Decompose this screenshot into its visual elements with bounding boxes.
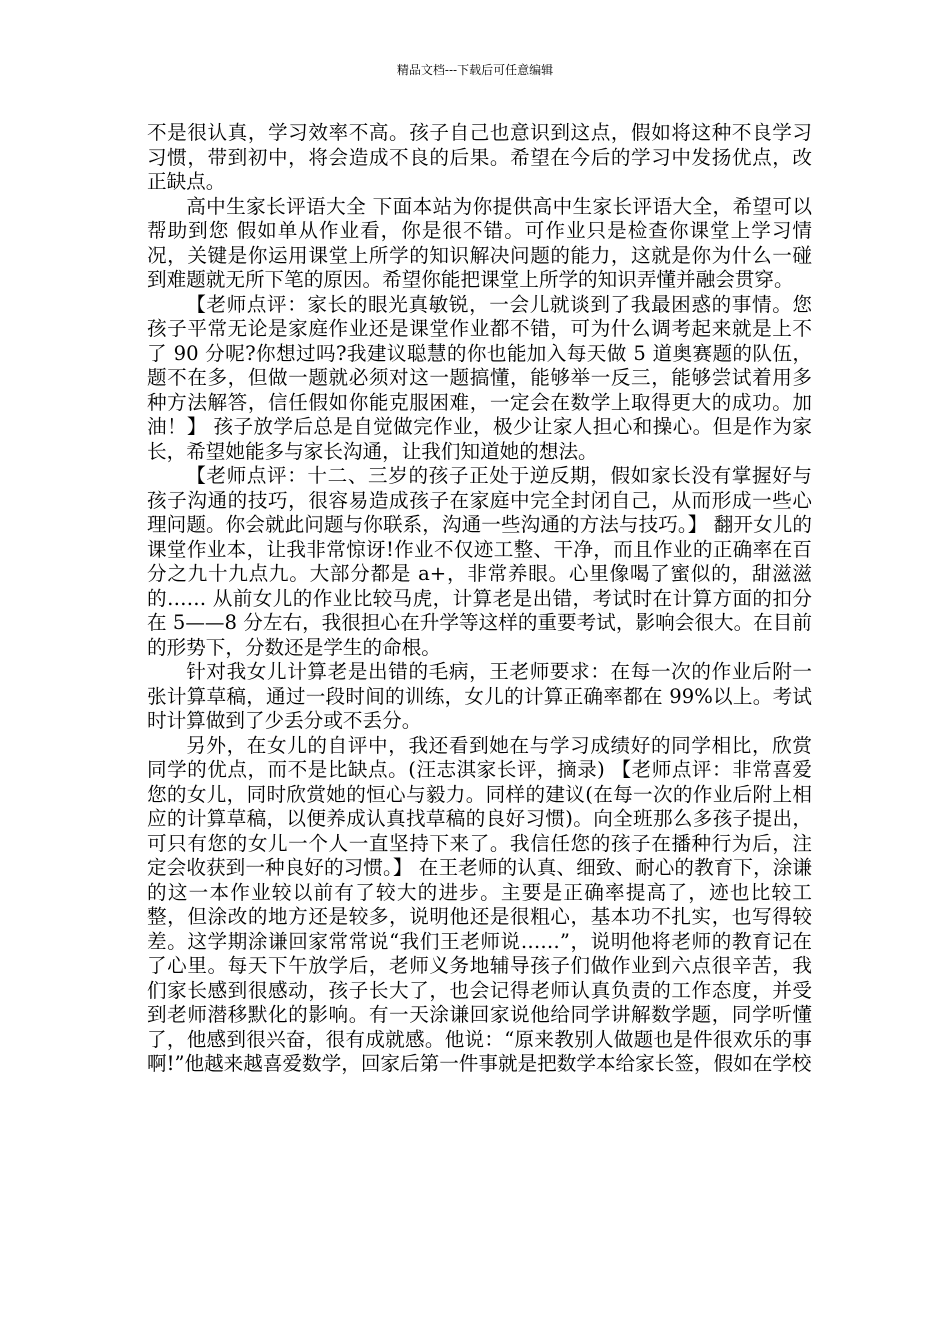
paragraph-teacher-comment-1: 【老师点评：家长的眼光真敏锐，一会儿就谈到了我最困惑的事情。您孩子平常无论是家庭作业还是课堂作业都不错，可为什么调考起来就是上不了 90 分呢?你想过吗?我建议聪慧的你也能加入每天做 5 道奥赛题的队伍，题不在多，但做一题就必须对这一题搞懂，能够举一反三，能够尝试着用多种方法解答，信任假如你能克服困难，一定会在数学上取得更大的成功。加油！】 孩子放学后总是自觉做完作业，极少让家人担心和操心。但是作为家长，希望她能多与家长沟通，让我们知道她的想法。 xyxy=(147,292,812,463)
document-body xyxy=(147,121,812,1077)
paragraph-self-evaluation: 另外，在女儿的自评中，我还看到她在与学习成绩好的同学相比，欣赏同学的优点，而不是比缺点。(汪志淇家长评，摘录) 【老师点评：非常喜爱您的女儿，同时欣赏她的恒心与毅力。同样的建议(在每一次的作业后附上相应的计算草稿，以便养成认真找草稿的良好习惯)。向全班那么多孩子提出，可只有您的女儿一个人一直坚持下来了。我信任您的孩子在播种行为后，注定会收获到一种良好的习惯。】 在王老师的认真、细致、耐心的教育下，涂谦的这一本作业较以前有了较大的进步。主要是正确率提高了，迹也比较工整，但涂改的地方还是较多，说明他还是很粗心，基本功不扎实，也写得较差。这学期涂谦回家常常说“我们王老师说……”，说明他将老师的教育记在了心里。每天下午放学后，老师义务地辅导孩子们做作业到六点很辛苦，我们家长感到很感动，孩子长大了，也会记得老师认真负责的工作态度，并受到老师潜移默化的影响。有一天涂谦回家说他给同学讲解数学题，同学听懂了，他感到很兴奋，很有成就感。他说：“原来教别人做题也是件很欢乐的事啊!”他越来越喜爱数学，回家后第一件事就是把数学本给家长签，假如在学校 xyxy=(147,733,812,1075)
paragraph-continuation: 不是很认真，学习效率不高。孩子自己也意识到这点，假如将这种不良学习习惯，带到初中，将会造成不良的后果。希望在今后的学习中发扬优点，改正缺点。 xyxy=(147,121,812,193)
page-header: 精品文档---下载后可任意编辑 xyxy=(396,63,554,77)
paragraph-calculation: 针对我女儿计算老是出错的毛病，王老师要求：在每一次的作业后附一张计算草稿，通过一段时间的训练，女儿的计算正确率都在 99%以上。考试时计算做到了少丢分或不丢分。 xyxy=(147,660,812,732)
paragraph-intro: 高中生家长评语大全 下面本站为你提供高中生家长评语大全，希望可以帮助到您 假如单从作业看，你是很不错。可作业只是检查你课堂上学习情况，关键是你运用课堂上所学的知识解决问题的能力，这就是你为什么一碰到难题就无所下笔的原因。希望你能把课堂上所学的知识弄懂并融会贯穿。 xyxy=(147,194,812,291)
paragraph-teacher-comment-2: 【老师点评：十二、三岁的孩子正处于逆反期，假如家长没有掌握好与孩子沟通的技巧，很容易造成孩子在家庭中完全封闭自己，从而形成一些心理问题。你会就此问题与你联系，沟通一些沟通的方法与技巧。】 翻开女儿的课堂作业本，让我非常惊讶!作业不仅迹工整、干净，而且作业的正确率在百分之九十九点九。大部分都是 a+，非常养眼。心里像喝了蜜似的，甜滋滋的…… 从前女儿的作业比较马虎，计算老是出错，考试时在计算方面的扣分在 5——8 分左右，我很担心在升学等这样的重要考试，影响会很大。在目前的形势下，分数还是学生的命根。 xyxy=(147,464,812,659)
